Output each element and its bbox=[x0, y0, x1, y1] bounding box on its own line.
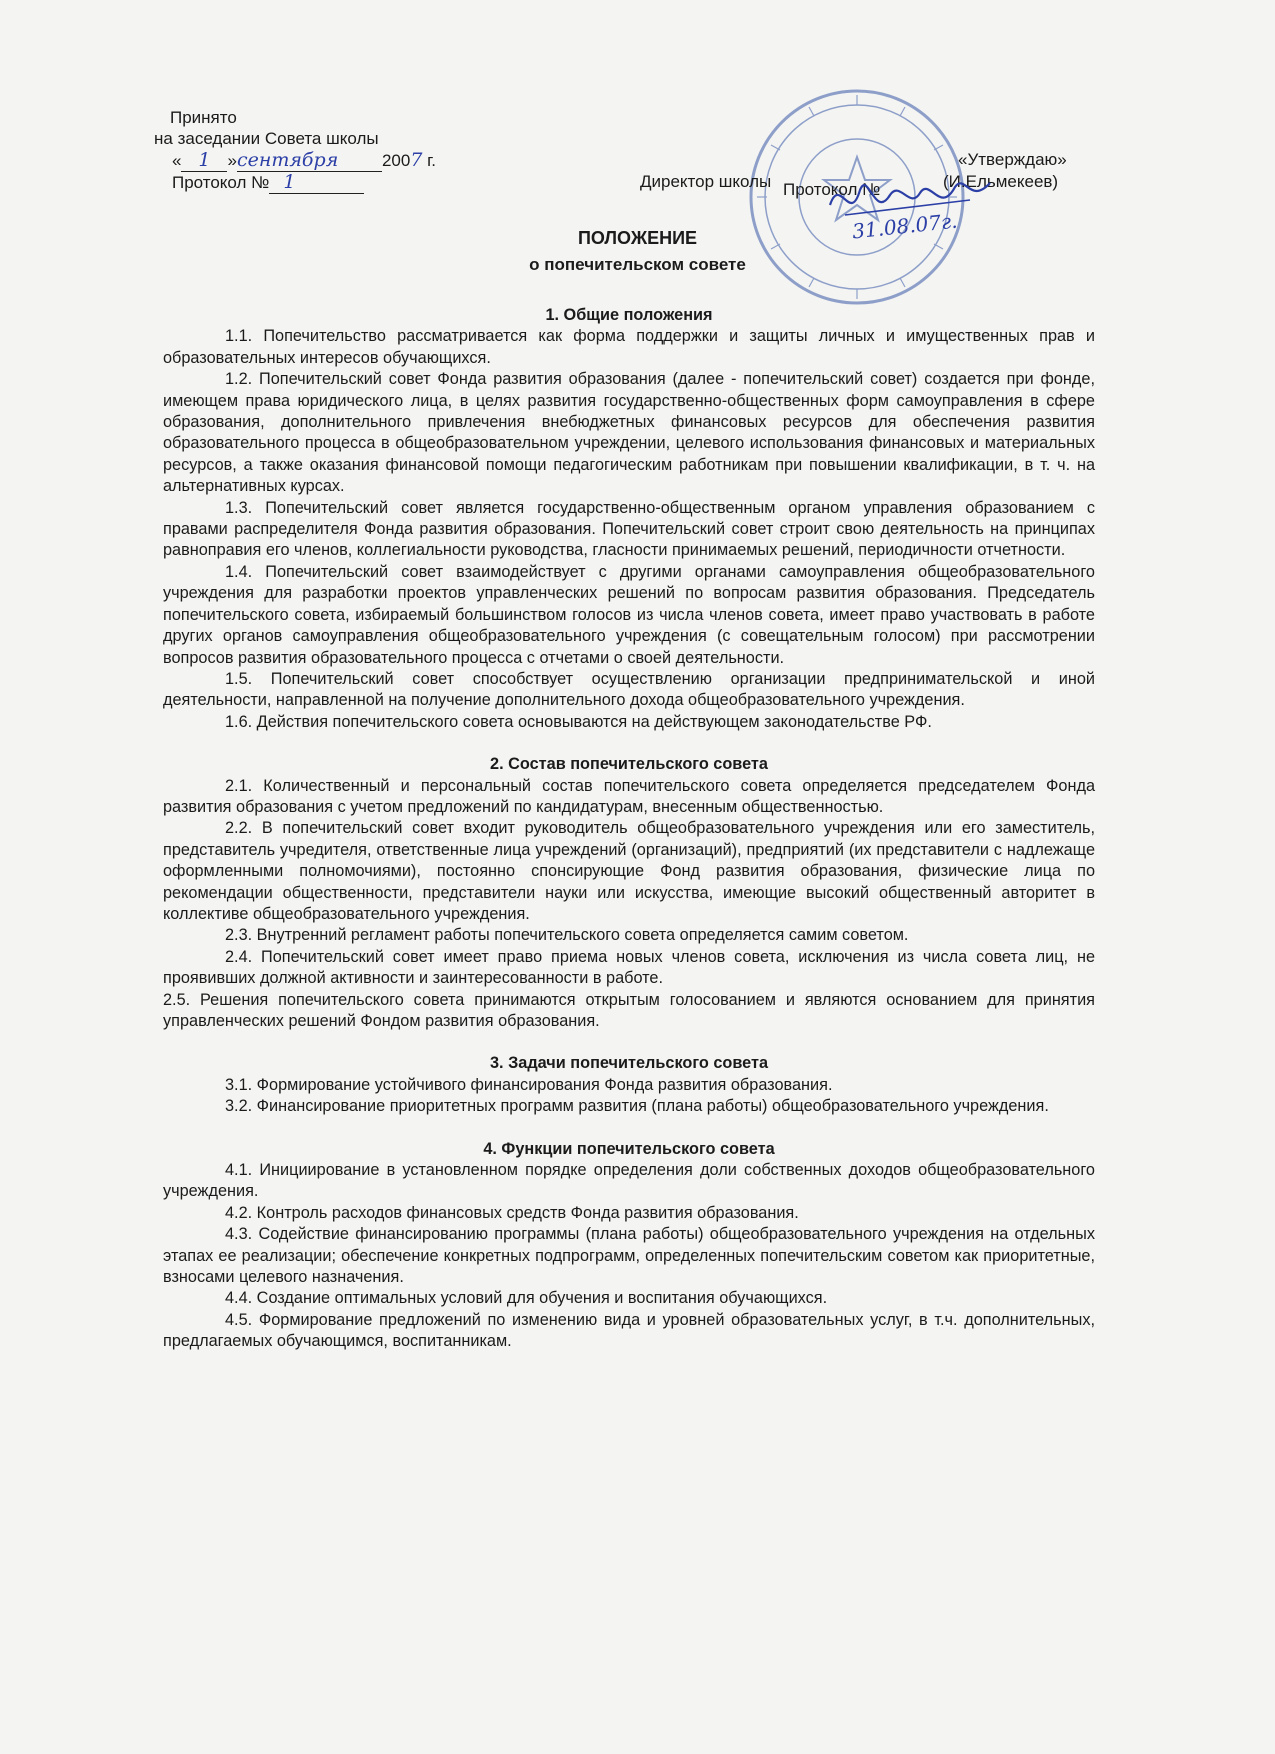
protocol-line-left bbox=[172, 172, 364, 194]
paragraph: 2.2. В попечительский совет входит руководитель общеобразовательного учреждения или его заместитель, представитель учредителя, ответственные лица учреждений (организаций), предприятий (их представители с надлежаще оформленными полномочиями), постоянно спонсирующие Фонд развития образования, физические лица по рекомендации общественности, представители науки или искусства, имеющие высокий общественный авторитет в коллективе общеобразовательного учреждения. bbox=[163, 819, 1095, 923]
section-heading: 2. Состав попечительского совета bbox=[490, 755, 768, 774]
protocol-number-handwritten: 1 bbox=[283, 171, 296, 193]
director-name: (И.Ельмекеев) bbox=[943, 172, 1059, 191]
paragraph: 1.3. Попечительский совет является государственно-общественным органом управления образованием с правами распределителя Фонда развития образования. Попечительский совет строит свою деятельность на принципах равноправия его членов, коллегиальности руководства, гласности принимаемых решений, периодичности отчетности. bbox=[163, 498, 1095, 560]
section-heading: 1. Общие положения bbox=[545, 306, 713, 324]
section-heading: 4. Функции попечительского совета bbox=[483, 1139, 775, 1158]
paragraph: 4.3. Содействие финансированию программы (плана работы) общеобразовательного учреждения на отдельных этапах ее реализации; обеспечение конкретных подпрограмм, определенных попечительским советом как приоритетные, взносами целевого назначения. bbox=[163, 1225, 1095, 1287]
paragraph: 2.4. Попечительский совет имеет право приема новых членов совета, исключения из числа совета лиц, не проявивших должной активности и заинтересованности в работе. bbox=[163, 947, 1095, 988]
date-open-quote: « bbox=[172, 151, 182, 170]
paragraph: 4.1. Инициирование в установленном порядке определения доли собственных доходов общеобразовательного учреждения. bbox=[163, 1161, 1095, 1201]
date-month-handwritten: сентября bbox=[236, 149, 339, 171]
paragraph: 1.2. Попечительский совет Фонда развития образования (далее - попечительский совет) создается при фонде, имеющем права юридического лица, в целях развития государственно-общественных форм самоуправления в сфере образования, дополнительного привлечения внебюджетных финансовых ресурсов для обеспечения развития образовательного процесса в общеобразовательном учреждении, целевого использования финансовых и материальных ресурсов, а также оказания финансовой помощи педагогическим работникам при повышении квалификации, в т. ч. на альтернативных курсах. bbox=[163, 370, 1095, 496]
acceptance-date bbox=[172, 150, 436, 172]
paragraph: 2.1. Количественный и персональный состав попечительского совета определяется председателем Фонда развития образования с учетом предложений по кандидатурам, внесенным общественностью. bbox=[163, 776, 1095, 816]
document-body bbox=[163, 305, 1095, 1353]
paragraph: 2.5. Решения попечительского совета принимаются открытым голосованием и являются основанием для принятия управленческих решений Фондом развития образования. bbox=[163, 990, 1095, 1030]
paragraph: 1.6. Действия попечительского совета основываются на действующем законодательстве РФ. bbox=[225, 712, 932, 731]
paragraph: 4.5. Формирование предложений по изменению вида и уровней образовательных услуг, в т.ч. дополнительных, предлагаемых обучающимся, воспитанникам. bbox=[163, 1310, 1095, 1351]
protocol-label-right: Протокол № bbox=[783, 180, 881, 199]
director-label: Директор школы bbox=[640, 172, 772, 191]
approval-date-handwritten: 31.08.07г. bbox=[851, 208, 959, 244]
date-mid-quote: » bbox=[227, 151, 237, 170]
document-title: ПОЛОЖЕНИЕ bbox=[577, 228, 698, 248]
paragraph: 2.3. Внутренний регламент работы попечительского совета определяется самим советом. bbox=[225, 926, 909, 945]
paragraph: 1.4. Попечительский совет взаимодействует с другими органами самоуправления общеобразовательного учреждения для разработки проектов управленческих решений по вопросам развития образования. Председатель попечительского совета, избираемый большинством голосов из числа членов совета, имеет право участвовать в работе других органов самоуправления общеобразовательного учреждения (с совещательным голосом) при рассмотрении вопросов развития образовательного процесса с отчетами о своей деятельности. bbox=[163, 562, 1095, 667]
paragraph: 3.2. Финансирование приоритетных программ развития (плана работы) общеобразовательного учреждения. bbox=[225, 1097, 1049, 1116]
date-year-prefix: 200 bbox=[381, 151, 411, 170]
paragraph: 3.1. Формирование устойчивого финансирования Фонда развития образования. bbox=[225, 1075, 833, 1094]
accepted-label: Принято bbox=[170, 108, 237, 127]
paragraph: 4.2. Контроль расходов финансовых средств Фонда развития образования. bbox=[225, 1203, 799, 1222]
paragraph: 4.4. Создание оптимальных условий для обучения и воспитания обучающихся. bbox=[225, 1289, 828, 1308]
protocol-label-left: Протокол № bbox=[172, 173, 270, 192]
approve-label: «Утверждаю» bbox=[958, 150, 1067, 169]
paragraph: 1.5. Попечительский совет способствует осуществлению организации предпринимательской и иной деятельности, направленной на получение дополнительного дохода общеобразовательного учреждения. bbox=[163, 669, 1095, 710]
date-year-digit-handwritten: 7 bbox=[410, 149, 423, 171]
date-day-handwritten: 1 bbox=[198, 149, 211, 171]
council-meeting-label: на заседании Совета школы bbox=[154, 129, 379, 148]
date-suffix: г. bbox=[422, 151, 436, 170]
paragraph: 1.1. Попечительство рассматривается как форма поддержки и защиты личных и имущественных прав и образовательных интересов обучающихся. bbox=[163, 327, 1095, 367]
section-heading: 3. Задачи попечительского совета bbox=[489, 1054, 769, 1073]
document-subtitle: о попечительском совете bbox=[529, 255, 746, 274]
